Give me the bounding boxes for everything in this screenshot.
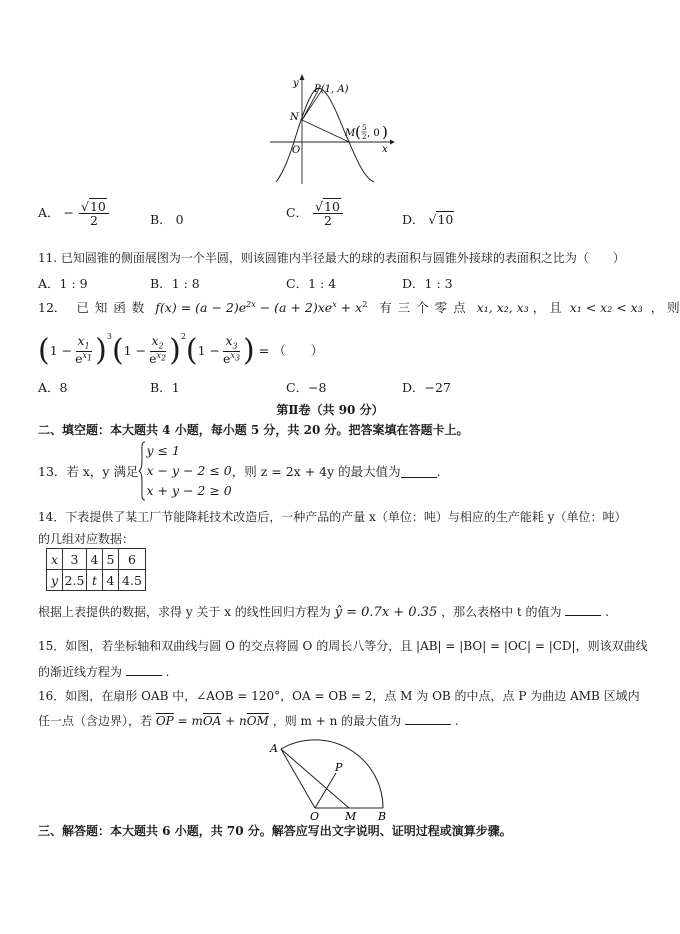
q10-graph-figure xyxy=(262,72,398,188)
q12-option-c[interactable]: C．−8 xyxy=(286,380,327,395)
answer-blank[interactable] xyxy=(565,605,601,616)
option-letter: B． xyxy=(150,212,172,227)
answer-blank[interactable] xyxy=(126,665,162,676)
option-text: 0 xyxy=(175,212,184,227)
label-x: x xyxy=(382,144,388,155)
label-N: N xyxy=(290,112,299,123)
label-M: M xyxy=(345,128,356,139)
option-letter: C． xyxy=(286,205,309,221)
segment-NM xyxy=(302,120,349,142)
sqrt-radicand: 10 xyxy=(89,199,106,214)
x-axis-arrow xyxy=(390,140,395,145)
label-M-den: 2 xyxy=(362,133,367,141)
label-P: P(1, A) xyxy=(314,84,349,95)
label-y: y xyxy=(293,78,299,89)
q16-line1: 16．如图，在扇形 OAB 中，∠AOB = 120°，OA = OB = 2，点 M 为 OB 的中点，点 P 为曲边 AMB 区域内 xyxy=(38,689,640,703)
q11-option-a[interactable]: A．1 : 9 xyxy=(38,276,88,291)
option-sign: − xyxy=(63,205,74,221)
option-letter: A． xyxy=(38,205,60,221)
q12-option-a[interactable]: A．8 xyxy=(38,380,68,395)
q14-line1: 14．下表提供了某工厂节能降耗技术改造后，一种产品的产量 x（单位：吨）与相应的生产能耗 y（单位：吨） xyxy=(38,510,627,524)
q10-option-c[interactable] xyxy=(286,200,344,227)
fraction-denominator: 2 xyxy=(89,213,98,229)
label-O: O xyxy=(310,810,320,823)
q11-option-d[interactable]: D．1 : 3 xyxy=(402,276,453,291)
segment-OA xyxy=(281,749,315,808)
q14-line3: 根据上表提供的数据，求得 y 关于 x 的线性回归方程为 ŷ = 0.7x + 0.35 ，那么表格中 t 的值为 . xyxy=(38,605,610,620)
label-M-paren-close: ) xyxy=(382,123,388,141)
label-A: A xyxy=(270,742,278,755)
segment-OP xyxy=(315,773,336,808)
table-row: x 3 4 5 6 xyxy=(47,549,146,570)
q16-line2: 任一点（含边界），若 $\overline{OP} = m\overline{OA} + n\overline{OM}$ ，则 m + n 的最大值为 . xyxy=(38,714,459,728)
section3-heading: 三、解答题：本大题共 6 小题，共 70 分。解答应写出文字说明、证明过程或演算步骤。 xyxy=(38,824,512,838)
q10-option-b[interactable] xyxy=(150,210,184,228)
q12-expression: ( 1 − $\frac{x_1}{e^{x_1}}$ ) $^3$ ( 1 − $\frac{x_2}{e^{x_2}}$ ) $^2$ ( 1 − $\frac{x_3}{e^{x_3}}$ ) = （ ） xyxy=(38,332,324,368)
option-fraction: $\frac{√10}{2}$ xyxy=(313,200,343,227)
q12-option-b[interactable]: B．1 xyxy=(150,380,180,395)
vector-OM: $\overline{OM}$ xyxy=(246,714,269,728)
q11-option-c[interactable]: C．1 : 4 xyxy=(286,276,337,291)
sector-arc xyxy=(281,740,383,808)
q10-option-a[interactable] xyxy=(38,200,110,227)
vector-OA: $\overline{OA}$ xyxy=(202,714,222,728)
q14-line2: 的几组对应数据： xyxy=(38,532,135,546)
q15-line2: 的渐近线方程为 . xyxy=(38,665,170,679)
sqrt-radicand: 10 xyxy=(324,199,340,214)
answer-blank[interactable] xyxy=(401,465,437,478)
q13-conditions: y ≤ 1 x − y − 2 ≤ 0 x + y − 2 ≥ 0 xyxy=(146,443,232,498)
option-letter: D． xyxy=(402,212,425,227)
label-M-num: 5 xyxy=(362,124,367,132)
label-M: M xyxy=(345,810,357,823)
option-sqrt: √10 xyxy=(428,212,454,227)
label-M-coord: , 0 xyxy=(367,128,380,139)
q12-stem: 12． 已 知 函 数 $f(x) = (a - 2)e^{2x} - (a + 2)xe^x + x^2$ 有 三 个 零 点 x₁, x₂, x₃ ， 且 x₁ < x₂ < x₃ ， 则 xyxy=(38,299,680,315)
y-axis-arrow xyxy=(300,74,305,80)
q12-option-d[interactable]: D．−27 xyxy=(402,380,451,395)
q15-line1: 15．如图，若坐标轴和双曲线与圆 O 的交点将圆 O 的周长八等分，且 |AB| = |BO| = |OC| = |CD|，则该双曲线 xyxy=(38,639,648,653)
label-M-paren-open: ( xyxy=(355,123,361,141)
q11-option-b[interactable]: B．1 : 8 xyxy=(150,276,200,291)
label-O: O xyxy=(292,145,301,156)
q13: 13．若 x，y 满足 y ≤ 1 x − y − 2 ≤ 0 x + y − 2 ≥ 0 ，则 z = 2x + 4y 的最大值为 . xyxy=(38,440,441,502)
volume-title: 第Ⅱ卷（共 90 分） xyxy=(276,403,384,417)
q16-sector-figure xyxy=(260,738,420,823)
label-B: B xyxy=(378,810,387,823)
q10-option-d[interactable] xyxy=(402,210,454,228)
q14-data-table xyxy=(46,548,146,591)
q11-stem: 11. 已知圆锥的侧面展图为一个半圆，则该圆锥内半径最大的球的表面积与圆锥外接球的表面积之比为（ ） xyxy=(38,251,625,265)
label-P: P xyxy=(335,761,343,774)
table-row: y 2.5 t 4 4.5 xyxy=(47,570,146,591)
answer-blank[interactable] xyxy=(405,714,451,725)
option-fraction: $\frac{√10}{2}$ xyxy=(79,200,109,227)
section2-heading: 二、填空题：本大题共 4 小题，每小题 5 分，共 20 分。把答案填在答题卡上。 xyxy=(38,423,469,437)
q12-function: $f(x) = (a - 2)e^{2x} - (a + 2)xe^x + x^2$ xyxy=(155,299,368,315)
segment-AM xyxy=(281,749,349,808)
vector-OP: $\overline{OP}$ xyxy=(155,714,174,728)
fraction-denominator: 2 xyxy=(324,213,332,229)
